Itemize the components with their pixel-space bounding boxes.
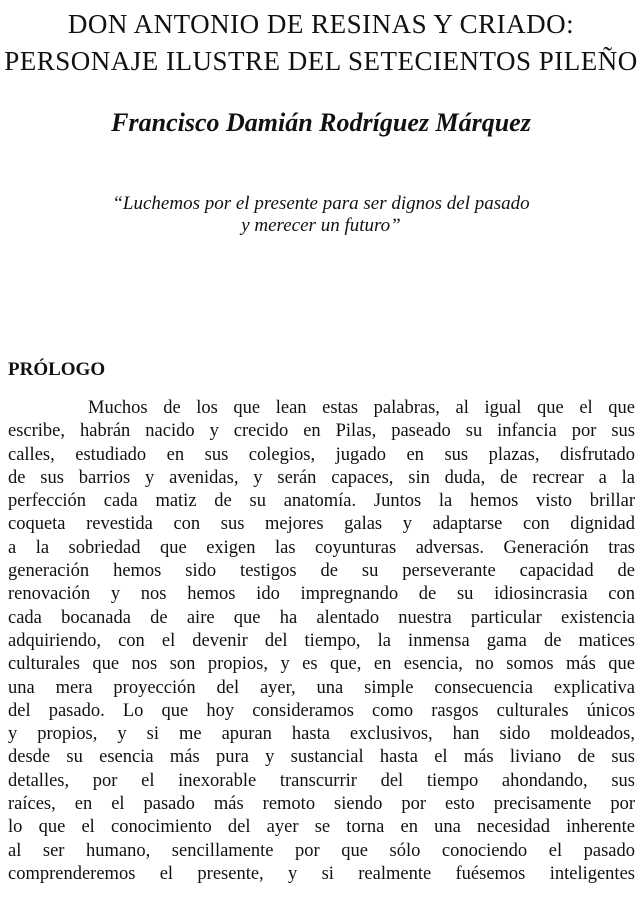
body-line: una mera proyección del ayer, una simple consecuencia explicativa <box>8 677 635 698</box>
body-line: renovación y nos hemos ido impregnando de su idiosincrasia con <box>8 584 635 605</box>
body-line: comprenderemos el presente, y si realmente fuésemos inteligentes <box>8 863 635 884</box>
body-line: calles, estudiado en sus colegios, jugado en sus plazas, disfrutado <box>8 444 635 465</box>
epigraph <box>0 193 642 237</box>
title-line-2: PERSONAJE ILUSTRE DEL SETECIENTOS PILEÑO <box>4 46 638 76</box>
epigraph-line-1: “Luchemos por el presente para ser dignos del pasado <box>112 193 530 214</box>
body-line: adquiriendo, con el devenir del tiempo, la inmensa gama de matices <box>8 630 635 651</box>
body-line: Muchos de los que lean estas palabras, al igual que el que <box>88 398 635 418</box>
article-title <box>0 0 642 80</box>
body-line: del pasado. Lo que hoy consideramos como rasgos culturales únicos <box>8 700 635 721</box>
body-line: raíces, en el pasado más remoto siendo por esto precisamente por <box>8 794 635 815</box>
section-heading: PRÓLOGO <box>8 359 106 380</box>
body-line: a la sobriedad que exigen las coyunturas adversas. Generación tras <box>8 537 635 558</box>
body-line: perfección cada matiz de su anatomía. Juntos la hemos visto brillar <box>8 491 635 512</box>
body-line: de sus barrios y avenidas, y serán capaces, sin duda, de recrear a la <box>8 467 635 488</box>
body-line: cada bocanada de aire que ha alentado nuestra particular existencia <box>8 607 635 628</box>
body-line: culturales que nos son propios, y es que, en esencia, no somos más que <box>8 654 635 675</box>
body-line: escribe, habrán nacido y crecido en Pilas, paseado su infancia por sus <box>8 421 635 442</box>
body-paragraph <box>8 397 635 886</box>
epigraph-line-2: y merecer un futuro” <box>241 215 401 236</box>
body-line: lo que el conocimiento del ayer se torna en una necesidad inherente <box>8 817 635 838</box>
body-line: generación hemos sido testigos de su perseverante capacidad de <box>8 561 635 582</box>
body-line: y propios, y si me apuran hasta exclusivos, han sido moldeados, <box>8 724 635 745</box>
body-line: coqueta revestida con sus mejores galas y adaptarse con dignidad <box>8 514 635 535</box>
body-line: detalles, por el inexorable transcurrir del tiempo ahondando, sus <box>8 770 635 791</box>
title-line-1: DON ANTONIO DE RESINAS Y CRIADO: <box>67 9 575 39</box>
author-name: Francisco Damián Rodríguez Márquez <box>111 108 531 137</box>
body-line: desde su esencia más pura y sustancial hasta el más liviano de sus <box>8 747 635 768</box>
body-line: al ser humano, sencillamente por que sólo conociendo el pasado <box>8 840 635 861</box>
